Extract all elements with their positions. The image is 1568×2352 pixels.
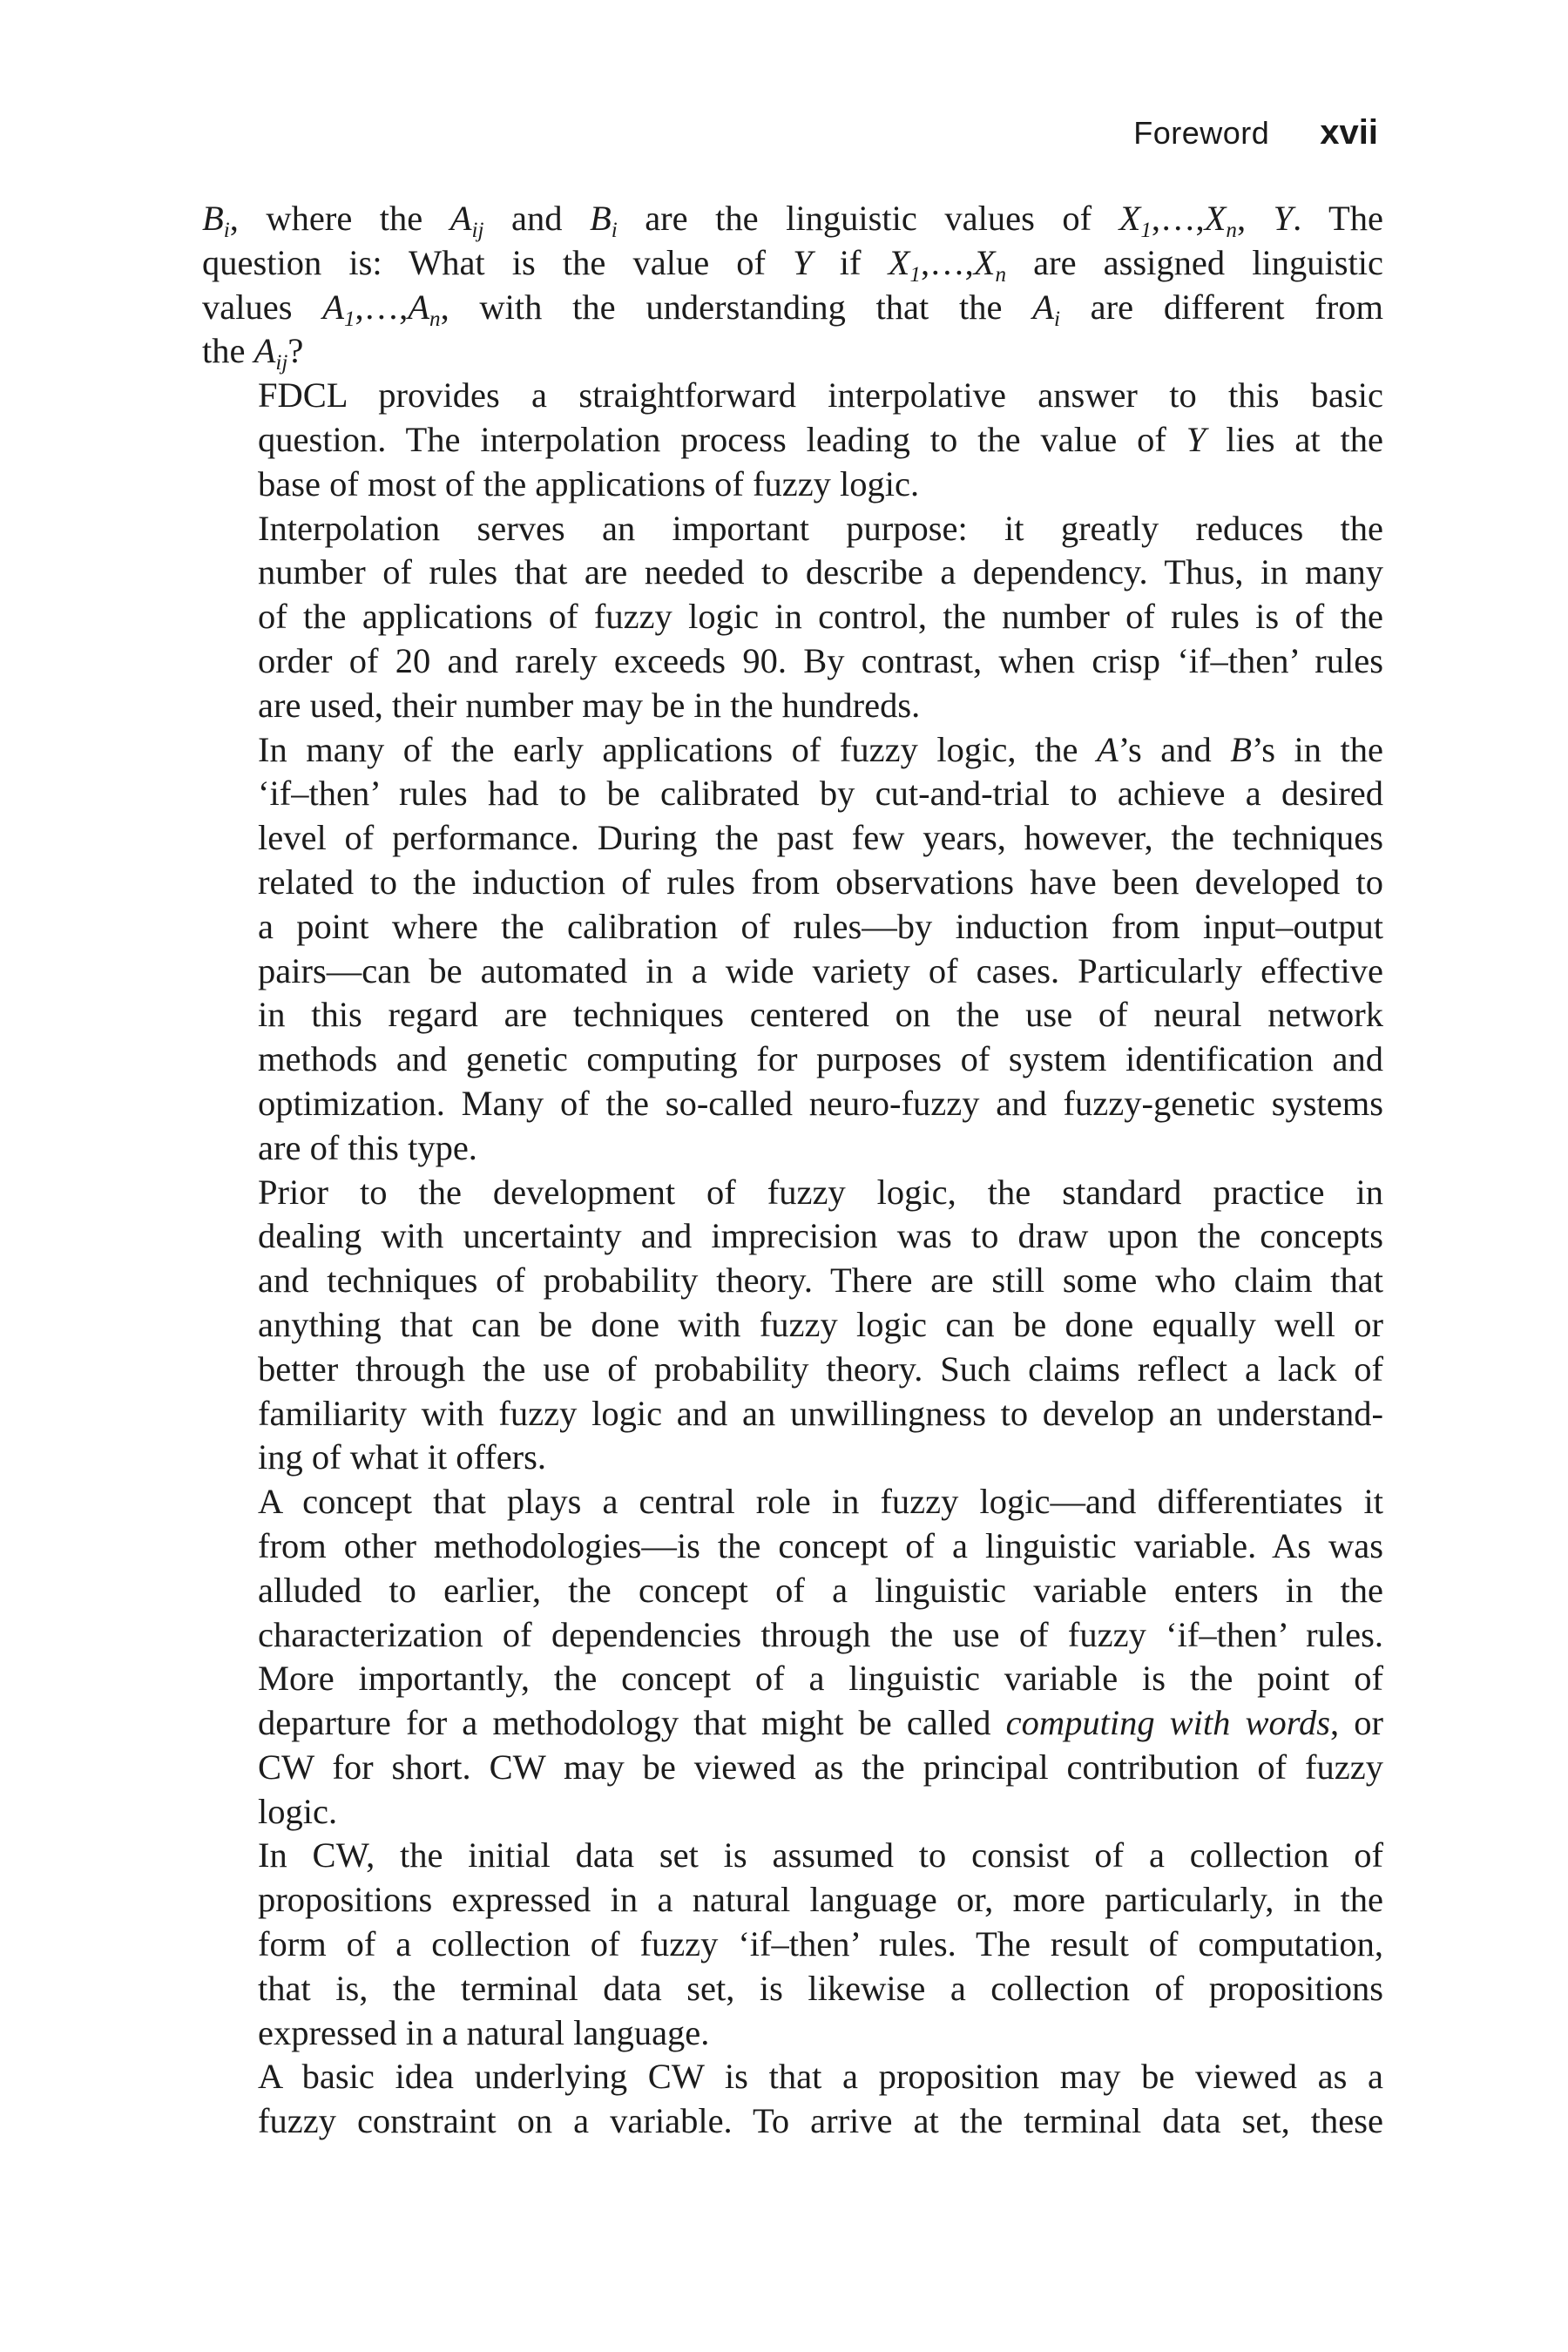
text-line: better through the use of probability theory. Such claims reflect a lack of bbox=[258, 1348, 1383, 1389]
text-line: dealing with uncertainty and imprecision was to draw upon the concepts bbox=[258, 1216, 1383, 1256]
text-line: ing of what it offers. bbox=[258, 1437, 547, 1477]
text-line: question is: What is the value of Y if $X_1,\dots,X_n$ are assigned linguistic bbox=[202, 242, 1383, 287]
text-line: anything that can be done with fuzzy logic can be done equally well or bbox=[258, 1304, 1383, 1344]
text-line: CW for short. CW may be viewed as the principal contribution of fuzzy bbox=[258, 1747, 1383, 1787]
text-line: Interpolation serves an important purpose: it greatly reduces the bbox=[258, 508, 1383, 548]
text-line: propositions expressed in a natural language or, more particularly, in the bbox=[258, 1880, 1383, 1920]
text-line: and techniques of probability theory. There are still some who claim that bbox=[258, 1260, 1383, 1301]
page-number: xvii bbox=[1320, 113, 1378, 152]
text-line: related to the induction of rules from observations have been developed to bbox=[258, 862, 1383, 902]
text-line: FDCL provides a straightforward interpolative answer to this basic bbox=[258, 375, 1383, 416]
text-line: the $A_{ij}$? bbox=[202, 331, 304, 375]
text-line: pairs—can be automated in a wide variety of cases. Particularly effective bbox=[258, 950, 1383, 990]
text-line: More importantly, the concept of a linguistic variable is the point of bbox=[258, 1659, 1383, 1699]
text-line: methods and genetic computing for purposes of system identification and bbox=[258, 1039, 1383, 1079]
running-head-title: Foreword bbox=[1133, 115, 1270, 151]
text-line: are of this type. bbox=[258, 1127, 477, 1167]
text-line: in this regard are techniques centered on the use of neural network bbox=[258, 995, 1383, 1035]
text-line: In CW, the initial data set is assumed to consist of a collection of bbox=[258, 1835, 1383, 1876]
text-line: optimization. Many of the so-called neuro-fuzzy and fuzzy-genetic systems bbox=[258, 1083, 1383, 1123]
text-line: are used, their number may be in the hundreds. bbox=[258, 685, 921, 725]
text-line: form of a collection of fuzzy ‘if–then’ rules. The result of computation, bbox=[258, 1924, 1383, 1964]
text-line: level of performance. During the past few years, however, the techniques bbox=[258, 818, 1383, 858]
text-line: that is, the terminal data set, is likewise a collection of propositions bbox=[258, 1968, 1383, 2008]
text-line: characterization of dependencies through the use of fuzzy ‘if–then’ rules. bbox=[258, 1614, 1383, 1654]
paragraph-7 bbox=[202, 1834, 1383, 2055]
paragraph-1 bbox=[202, 197, 1383, 374]
text-line: departure for a methodology that might be called computing with words, or bbox=[258, 1703, 1383, 1743]
paragraph-2 bbox=[202, 374, 1383, 506]
text-line: familiarity with fuzzy logic and an unwillingness to develop an understand- bbox=[258, 1393, 1383, 1433]
text-line: A concept that plays a central role in fuzzy logic—and differentiates it bbox=[258, 1482, 1383, 1522]
paragraph-3 bbox=[202, 507, 1383, 728]
text-line: fuzzy constraint on a variable. To arrive at the terminal data set, these bbox=[258, 2101, 1383, 2141]
text-line: values $A_1,\dots,A_n$, with the understanding that the $A_i$ are different from bbox=[202, 287, 1383, 331]
text-line: a point where the calibration of rules—by induction from input–output bbox=[258, 906, 1383, 946]
text-line: of the applications of fuzzy logic in control, the number of rules is of the bbox=[258, 597, 1383, 637]
text-line: expressed in a natural language. bbox=[258, 2012, 710, 2052]
text-line: logic. bbox=[258, 1791, 338, 1831]
paragraph-4 bbox=[202, 728, 1383, 1171]
text-line: A basic idea underlying CW is that a proposition may be viewed as a bbox=[258, 2057, 1383, 2097]
paragraph-8 bbox=[202, 2055, 1383, 2144]
text-line: question. The interpolation process leading to the value of Y lies at the bbox=[258, 419, 1383, 459]
text-line: Prior to the development of fuzzy logic, the standard practice in bbox=[258, 1172, 1383, 1212]
text-line: order of 20 and rarely exceeds 90. By contrast, when crisp ‘if–then’ rules bbox=[258, 640, 1383, 680]
paragraph-6 bbox=[202, 1480, 1383, 1834]
running-head bbox=[1133, 113, 1378, 152]
paragraph-5 bbox=[202, 1171, 1383, 1481]
text-line: from other methodologies—is the concept of a linguistic variable. As was bbox=[258, 1525, 1383, 1565]
text-line: number of rules that are needed to describe a dependency. Thus, in many bbox=[258, 552, 1383, 592]
text-line: alluded to earlier, the concept of a linguistic variable enters in the bbox=[258, 1570, 1383, 1610]
body-text bbox=[202, 197, 1383, 2144]
text-line: base of most of the applications of fuzzy logic. bbox=[258, 463, 920, 504]
text-line: $B_i$, where the $A_{ij}$ and $B_i$ are the linguistic values of $X_1,\dots,X_n$, Y. The bbox=[202, 199, 1384, 243]
text-line: ‘if–then’ rules had to be calibrated by cut-and-trial to achieve a desired bbox=[258, 774, 1383, 814]
text-line: In many of the early applications of fuzzy logic, the A’s and B’s in the bbox=[258, 729, 1383, 769]
